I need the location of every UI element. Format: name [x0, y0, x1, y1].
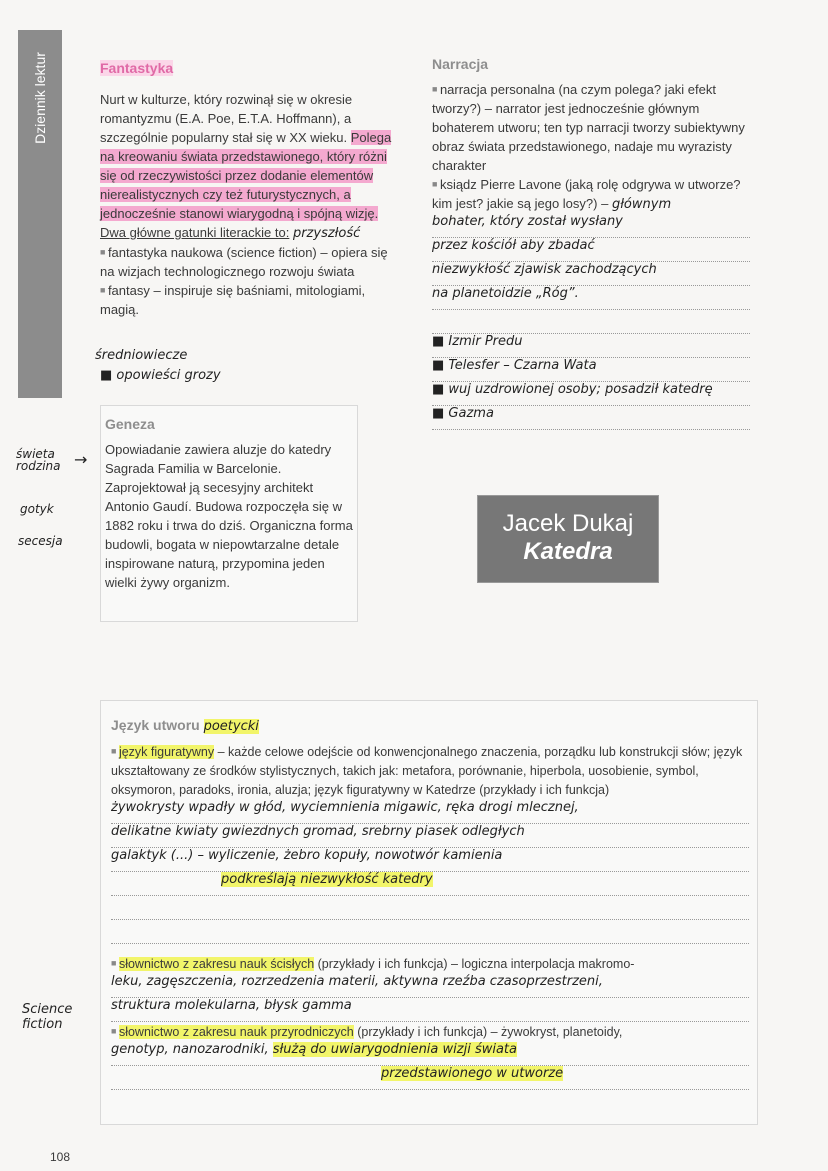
page-number: 108: [50, 1150, 71, 1164]
nat-line: genotyp, nanozarodniki, służą do uwiarygodnienia wizji świata: [111, 1042, 749, 1066]
geneza-heading: Geneza: [105, 416, 155, 432]
narracja-section: [432, 56, 750, 430]
person-line: ■ Gazma: [432, 406, 750, 430]
person-line: ■ wuj uzdrowionej osoby; posadził katedrę: [432, 382, 750, 406]
figurative-line: galaktyk (...) – wyliczenie, żebro kopuły, nowotwór kamienia: [111, 848, 749, 872]
author: Jacek Dukaj: [502, 510, 634, 537]
person-line: ■ Izmir Predu: [432, 334, 750, 358]
jezyk-heading: Język utworu poetycki: [111, 717, 259, 734]
sci-line: leku, zagęszczenia, rozrzedzenia materii, aktywna rzeźba czasoprzestrzeni,: [111, 974, 749, 998]
note-horror: ■ opowieści grozy: [100, 368, 221, 383]
title-box: [478, 496, 658, 582]
blank-line: [111, 920, 749, 944]
margin-note-3: secesja: [18, 534, 63, 548]
geneza-body: Opowiadanie zawiera aluzje do katedry Sagrada Familia w Barcelonie. Zaprojektował ją secesyjny architekt Antonio Gaudí. Budowa rozpoczęła się w 1882 roku i trwa do dziś. Organiczna forma budowli, bogata w niepowtarzalne detale inspirowane naturą, przypomina jeden wielki żywy organizm.: [105, 442, 353, 590]
fantastyka-heading: Fantastyka: [100, 60, 174, 76]
answer-line: niezwykłość zjawisk zachodzących: [432, 262, 750, 286]
answer-line: przez kościół aby zbadać: [432, 238, 750, 262]
narracja-item: ■ narracja personalna (na czym polega? jaki efekt tworzy?) – narrator jest jednocześnie głównym bohaterem utworu; ten typ narracji tworzy subiektywny obraz świata przedstawionego, nadaje mu wyrazisty charakter: [432, 80, 750, 175]
margin-science: Science fiction: [22, 1002, 73, 1032]
work-title: Katedra: [523, 538, 613, 565]
narracja-item: ■ ksiądz Pierre Lavone (jaką rolę odgrywa w utworze? kim jest? jakie są jego losy?) – głównym: [432, 175, 750, 214]
figurative-line: podkreślają niezwykłość katedry: [111, 872, 749, 896]
narracja-heading: Narracja: [432, 56, 489, 72]
fantastyka-highlight: Polega na kreowaniu świata przedstawionego, który różni się od rzeczywistości przez dodanie elementów nierealistycznych czy też futurystycznych, a jednocześnie stanowi wiarygodną i spójną wizję.: [100, 130, 392, 221]
person-line: ■ Telesfer – Czarna Wata: [432, 358, 750, 382]
sidebar-label: Dziennik lektur: [32, 52, 48, 144]
figurative-line: delikatne kwiaty gwiezdnych gromad, srebrny piasek odległych: [111, 824, 749, 848]
answer-line: bohater, który został wysłany: [432, 214, 750, 238]
margin-note-2: gotyk: [20, 502, 54, 516]
jezyk-box: [100, 700, 758, 1125]
fantastyka-section: [100, 60, 392, 319]
margin-note-1: świeta rodzina: [16, 447, 61, 473]
arrow-icon: →: [74, 450, 88, 469]
genre-item: ■ fantasy – inspiruje się baśniami, mitologiami, magią.: [100, 281, 392, 319]
note-medieval: średniowiecze: [95, 348, 188, 363]
jezyk-intro: ■ język figuratywny – każde celowe odejście od konwencjonalnego znaczenia, porządku lub konstrukcji słów; język ukształtowany ze środków stylistycznych, takich jak: metafora, porównanie, hiperbola, uosobienie, symbol, oksymoron, paradoks, ironia, aluzja; język figuratywny w Katedrze (przykłady i ich funkcja): [111, 742, 749, 800]
geneza-box: [100, 405, 358, 622]
genres-intro: Dwa główne gatunki literackie to: przyszłość: [100, 225, 361, 241]
answer-line: na planetoidzie „Róg”.: [432, 286, 750, 310]
sidebar-tab: [18, 30, 62, 398]
sci-line: struktura molekularna, błysk gamma: [111, 998, 749, 1022]
figurative-line: żywokrysty wpadły w głód, wyciemnienia migawic, ręka drogi mlecznej,: [111, 800, 749, 824]
nat-line: przedstawionego w utworze: [111, 1066, 749, 1090]
fantastyka-body: Nurt w kulturze, który rozwinął się w okresie romantyzmu (E.A. Poe, E.T.A. Hoffmann), a szczególnie popularny stał się w XX wieku. Polega na kreowaniu świata przedstawionego, który różni się od rzeczywistości przez dodanie elementów nierealistycznych czy też futurystycznych, a jednocześnie stanowi wiarygodną i spójną wizję.: [100, 92, 392, 221]
blank-line: [111, 896, 749, 920]
blank-line: [432, 310, 750, 334]
nat-item: ■ słownictwo z zakresu nauk przyrodniczych (przykłady i ich funkcja) – żywokryst, planetoidy,: [111, 1022, 749, 1042]
sci-item: ■ słownictwo z zakresu nauk ścisłych (przykłady i ich funkcja) – logiczna interpolacja makromo-: [111, 954, 749, 974]
genre-item: ■ fantastyka naukowa (science fiction) – opiera się na wizjach technologicznego rozwoju świata: [100, 243, 392, 281]
